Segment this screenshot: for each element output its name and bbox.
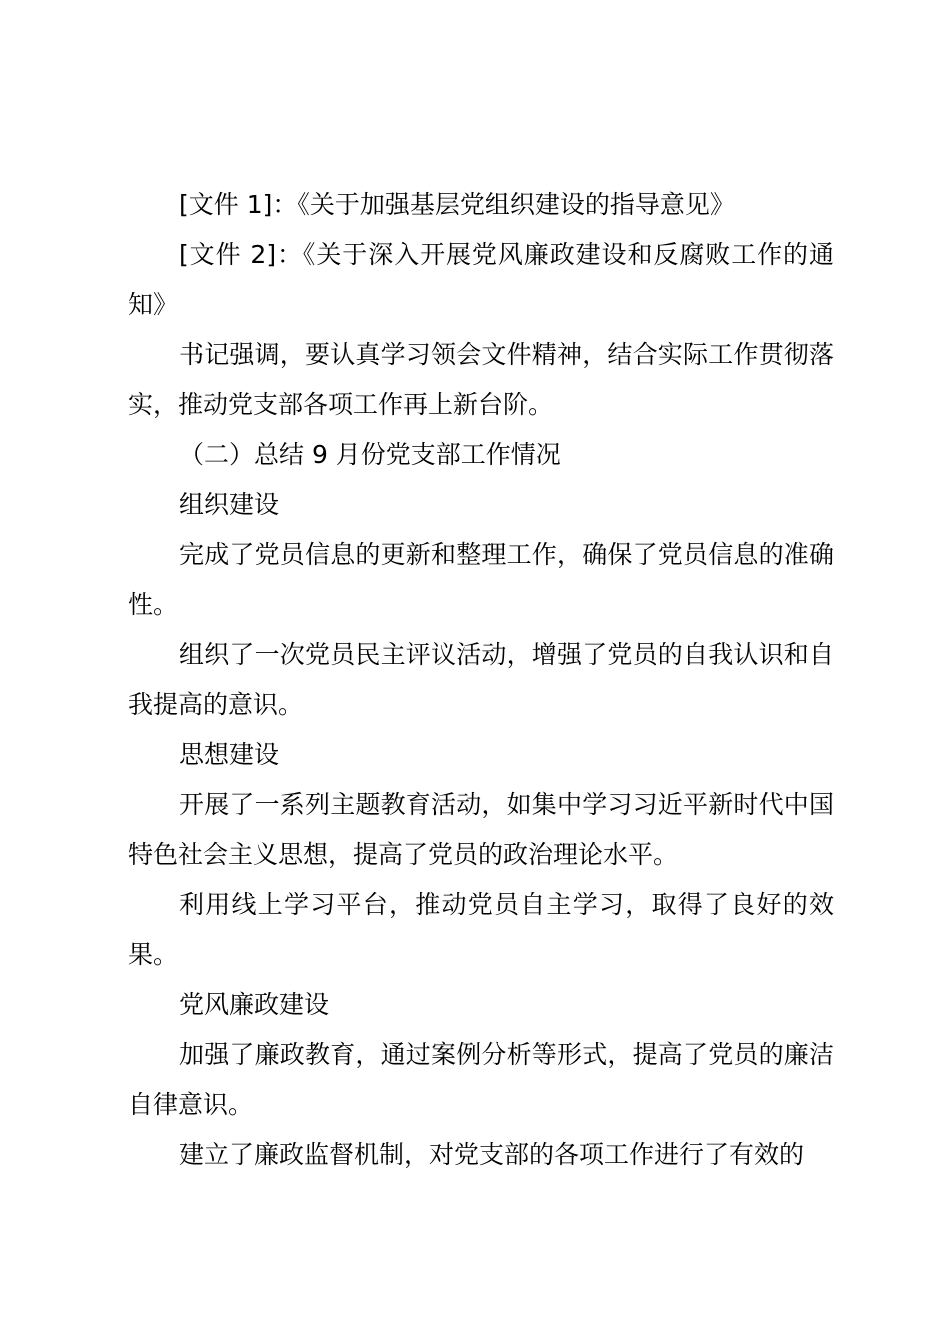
integrity-paragraph-1: 加强了廉政教育，通过案例分析等形式，提高了党员的廉洁自律意识。 bbox=[128, 1040, 834, 1119]
ideological-paragraph-2: 利用线上学习平台，推动党员自主学习，取得了良好的效果。 bbox=[128, 890, 834, 969]
reference-document-2: [文件 2]：《关于深入开展党风廉政建设和反腐败工作的通知》 bbox=[128, 240, 834, 319]
organization-paragraph-1: 完成了党员信息的更新和整理工作，确保了党员信息的准确性。 bbox=[128, 540, 834, 619]
organization-paragraph-2: 组织了一次党员民主评议活动，增强了党员的自我认识和自我提高的意识。 bbox=[128, 640, 834, 719]
subheading-organization-building: 组织建设 bbox=[179, 490, 280, 519]
integrity-paragraph-2: 建立了廉政监督机制，对党支部的各项工作进行了有效的 bbox=[179, 1140, 805, 1169]
section-heading-september-summary: （二）总结 9 月份党支部工作情况 bbox=[179, 440, 561, 469]
secretary-remarks-paragraph: 书记强调，要认真学习领会文件精神，结合实际工作贯彻落实，推动党支部各项工作再上新台阶。 bbox=[128, 340, 834, 419]
subheading-integrity-building: 党风廉政建设 bbox=[179, 990, 330, 1019]
ideological-paragraph-1: 开展了一系列主题教育活动，如集中学习习近平新时代中国特色社会主义思想，提高了党员的政治理论水平。 bbox=[128, 790, 834, 869]
reference-document-1: [文件 1]：《关于加强基层党组织建设的指导意见》 bbox=[179, 190, 735, 219]
document-body bbox=[128, 180, 834, 1180]
subheading-ideological-building: 思想建设 bbox=[179, 740, 280, 769]
